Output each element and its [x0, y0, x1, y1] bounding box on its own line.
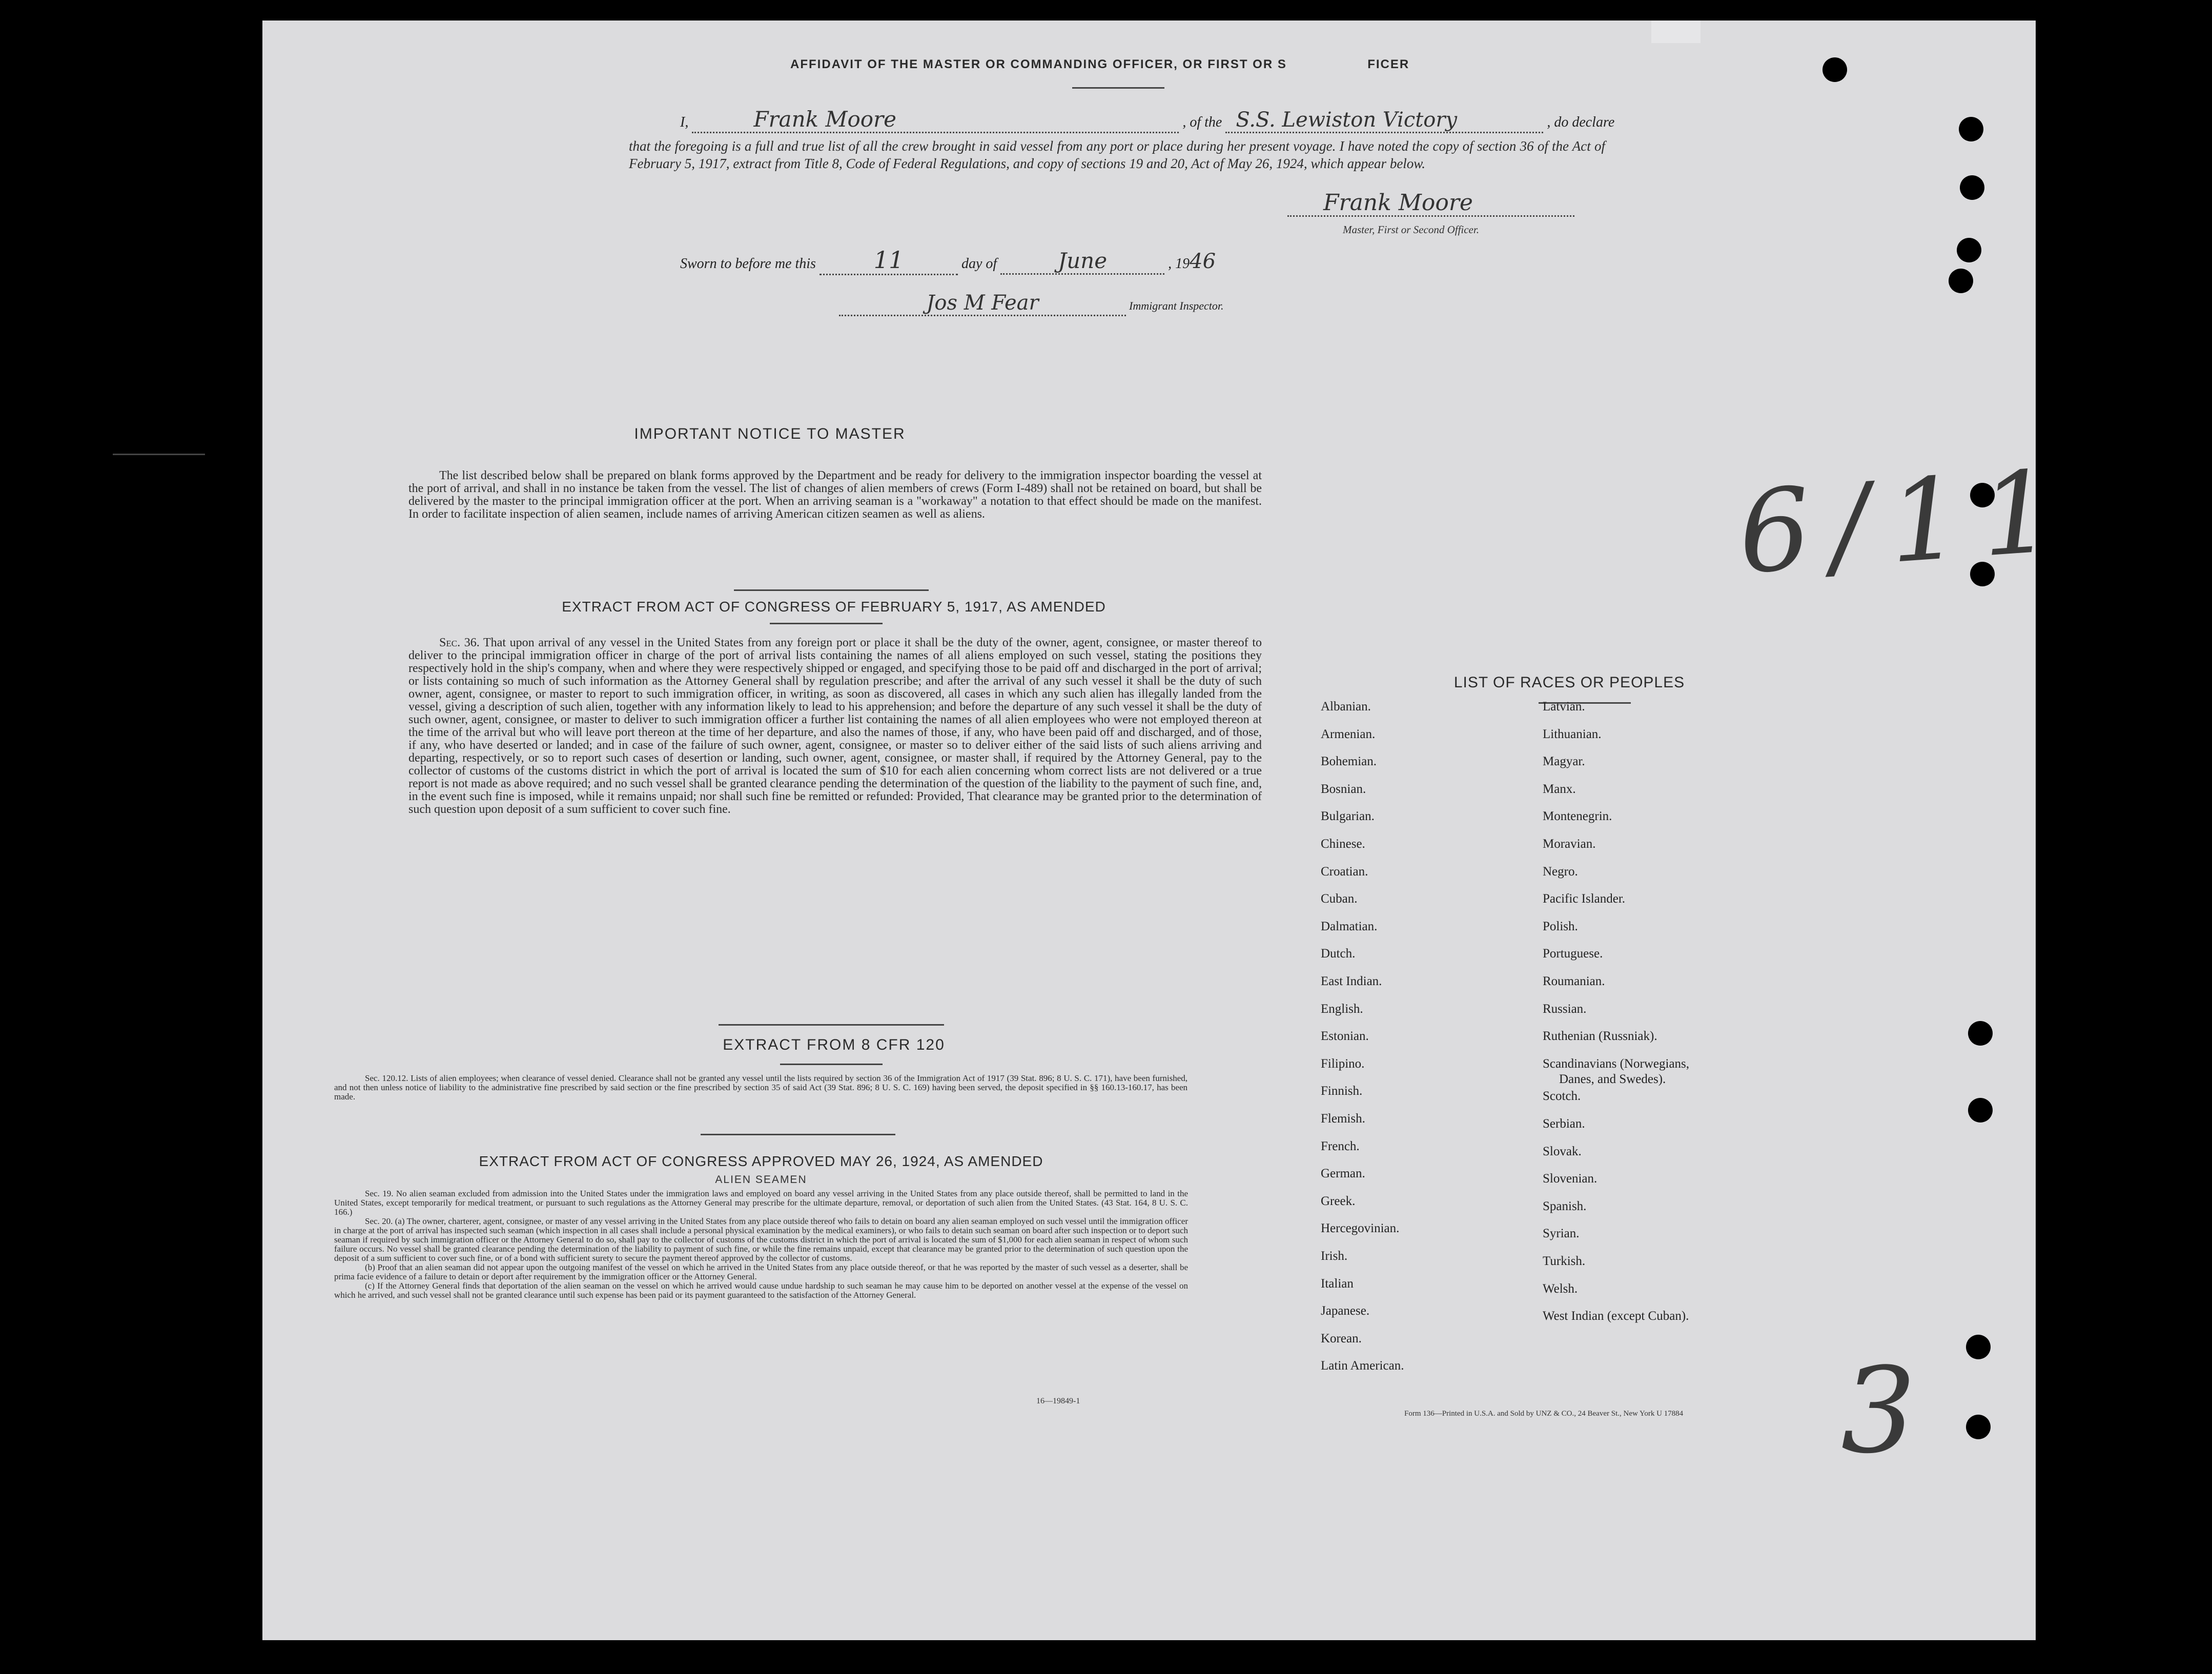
notice-rule [113, 454, 205, 455]
paper-tab [1651, 21, 1701, 43]
sec-20a-text: Sec. 20. (a) The owner, charterer, agent, consignee, or master of any vessel arriving in the United States from any place outside thereof who fails to detain on board any alien seaman employed on such vessel until the immigration officer in charge at the port of arrival has inspected such seaman (which inspection in all cases shall include a personal physical examination by the medical examiners), or who fails to detain such seaman on board after such inspection or to deport such seaman if required by such immigration officer or the Attorney General to do so, shall pay to the collector of customs of the customs district in which the port of arrival is located the sum of $1,000 for each alien seaman in respect of whom such failure occurs. No vessel shall be granted clearance pending the determination of the liability to payment of such fine, or while the fine remains unpaid, except that clearance may be granted prior to the determination of such question upon the deposit of a sum sufficient to cover such fine, or of a bond with sufficient surety to secure the payment thereof approved by the collector of customs. [334, 1216, 1188, 1263]
race-item: Syrian. [1543, 1227, 1580, 1241]
race-item: Irish. [1321, 1249, 1348, 1263]
notice-heading: IMPORTANT NOTICE TO MASTER [634, 425, 906, 442]
sec-20c-text: (c) If the Attorney General finds that deportation of the alien seaman on the vessel on which he arrived would cause undue hardship to such seaman he may cause him to be deported on another vessel at the expense of the vessel on which he arrived, and such vessel shall not be granted clearance until such expense has been paid or its payment guaranteed to the satisfaction of the Attorney General. [334, 1281, 1188, 1300]
race-item: Lithuanian. [1543, 727, 1602, 741]
race-item: Scotch. [1543, 1089, 1581, 1104]
extract-1917-heading: EXTRACT FROM ACT OF CONGRESS OF FEBRUARY 5, 1917, AS AMENDED [562, 599, 1106, 615]
race-item: Italian [1321, 1276, 1354, 1291]
inspector-line [839, 291, 1224, 316]
vessel-name-field [1225, 108, 1543, 133]
race-item: Russian. [1543, 1002, 1587, 1016]
sworn-day: 11 [873, 246, 904, 274]
race-item: Montenegrin. [1543, 809, 1612, 824]
sworn-prefix: Sworn to before me this [680, 256, 816, 272]
day-of-label: day of [961, 256, 997, 272]
race-item: Dalmatian. [1321, 919, 1378, 933]
sworn-day-field [820, 246, 958, 275]
race-item: Latin American. [1321, 1359, 1404, 1373]
race-item: Finnish. [1321, 1084, 1363, 1098]
race-item: Turkish. [1543, 1254, 1586, 1268]
extract-1924-body [334, 1189, 1188, 1300]
race-item: French. [1321, 1139, 1360, 1153]
extract-1917-end-rule [719, 1024, 944, 1026]
sworn-line [680, 246, 1603, 275]
declare-i: I, [680, 114, 689, 130]
extract-1924-heading: EXTRACT FROM ACT OF CONGRESS APPROVED MAY 26, 1924, AS AMENDED [479, 1153, 1043, 1169]
race-item: Negro. [1543, 864, 1578, 879]
race-item: Filipino. [1321, 1056, 1365, 1071]
affidavit-body: that the foregoing is a full and true list of all the crew brought in said vessel from any port or place during her present voyage. I have noted the copy of section 36 of the Act of February 5, 1917, extract from Title 8, Code of Federal Regulations, and copy of sections 19 and 20, Act of May 26, 1924, which appear below. [629, 138, 1605, 171]
extract-cfr-text: Sec. 120.12. Lists of alien employees; when clearance of vessel denied. Clearance shall not be granted any vessel until the lists required by section 36 of the Immigration Act of 1917 (39 Stat. 896; 8 U. S. C. 171), have been furnished, and not then unless notice of liability to the administrative fine prescribed by said section or the fine prescribed by section 35 of said Act (39 Stat. 896; 8 U. S. C. 169) having been served, the deposit specified in §§ 160.13-160.17, has been made. [334, 1073, 1187, 1101]
race-item: West Indian (except Cuban). [1543, 1309, 1689, 1323]
do-declare-label: , do declare [1547, 114, 1615, 130]
affidavit-title-tail: FICER [1367, 57, 1410, 71]
race-item: English. [1321, 1002, 1363, 1016]
inspector-signature: Jos M Fear [839, 291, 1126, 316]
race-item: German. [1321, 1167, 1365, 1181]
race-item: Dutch. [1321, 947, 1356, 961]
race-item: Pacific Islander. [1543, 892, 1626, 906]
year-suffix: 46 [1190, 250, 1216, 273]
race-item: Ruthenian (Russniak). [1543, 1029, 1657, 1044]
printer-imprint: Form 136—Printed in U.S.A. and Sold by UNZ & CO., 24 Beaver St., New York U 17884 [1404, 1410, 1684, 1418]
master-signature [1287, 190, 1574, 217]
race-item: Scandinavians (Norwegians, [1543, 1056, 1690, 1071]
punch-hole [1957, 238, 1981, 262]
race-item: Bosnian. [1321, 782, 1366, 796]
sworn-month-field [1000, 248, 1164, 275]
race-item: Manx. [1543, 782, 1576, 796]
punch-hole [1822, 57, 1847, 82]
race-item: Danes, and Swedes). [1559, 1072, 1666, 1086]
master-name-handwritten: Frank Moore [753, 107, 896, 132]
of-the-label: , of the [1182, 114, 1222, 130]
extract-1917-body [408, 637, 1262, 816]
master-name-field [692, 107, 1179, 133]
affidavit-title-text: AFFIDAVIT OF THE MASTER OR COMMANDING OFFICER, OR FIRST OR S [790, 57, 1287, 71]
extract-cfr-rule [780, 1064, 883, 1065]
race-item: Estonian. [1321, 1029, 1369, 1044]
sworn-month: June [1058, 248, 1108, 273]
race-item: Welsh. [1543, 1281, 1578, 1296]
race-item: Bulgarian. [1321, 809, 1375, 824]
race-item: Cuban. [1321, 892, 1358, 906]
race-item: Latvian. [1543, 700, 1585, 713]
signature-caption: Master, First or Second Officer. [1343, 223, 1479, 236]
master-signature-text: Frank Moore [1323, 190, 1473, 216]
extract-1917-rule [770, 623, 883, 624]
race-item: Moravian. [1543, 837, 1596, 851]
race-item: Armenian. [1321, 727, 1376, 741]
form-code: 16—19849-1 [1036, 1397, 1080, 1405]
race-item: East Indian. [1321, 974, 1382, 988]
punch-hole [1968, 1098, 1993, 1122]
declaration-line [680, 107, 1869, 133]
inspector-caption: Immigrant Inspector. [1129, 299, 1224, 312]
race-item: Hercegovinian. [1321, 1221, 1400, 1236]
punch-hole [1949, 269, 1973, 293]
race-item: Serbian. [1543, 1117, 1585, 1131]
race-item: Magyar. [1543, 754, 1585, 769]
extract-cfr-end-rule [701, 1134, 895, 1135]
race-item: Croatian. [1321, 864, 1368, 879]
handwritten-date-note: 6/11 [1734, 444, 2078, 599]
punch-hole [1966, 1335, 1991, 1359]
race-item: Roumanian. [1543, 974, 1605, 988]
vessel-name-handwritten: S.S. Lewiston Victory [1236, 108, 1458, 132]
sec-19-text: Sec. 19. No alien seaman excluded from admission into the United States under the immigration laws and employed on board any vessel arriving in the United States from any place outside thereof, shall be permitted to land in the United States, except temporarily for medical treatment, or pursuant to such regulations as the Attorney General may prescribe for the ultimate departure, removal, or deportation of such alien from the United States. (43 Stat. 164, 8 U. S. C. 166.) [334, 1189, 1188, 1217]
race-item: Japanese. [1321, 1304, 1370, 1318]
race-item: Slovenian. [1543, 1172, 1597, 1186]
race-item: Slovak. [1543, 1144, 1582, 1158]
race-item: Spanish. [1543, 1199, 1587, 1213]
document-page [262, 21, 2078, 1640]
sec-20b-text: (b) Proof that an alien seaman did not appear upon the outgoing manifest of the vessel on which he arrived in the United States from any place outside thereof, or that he was reported by the master of such vessel as a deserter, shall be prima facie evidence of a failure to detain or deport after requirement by the immigration officer or the Attorney General. [334, 1262, 1188, 1281]
punch-hole [1960, 175, 1984, 200]
race-item: Albanian. [1321, 700, 1371, 713]
extract-cfr-heading: EXTRACT FROM 8 CFR 120 [723, 1036, 945, 1053]
punch-hole [1966, 1415, 1991, 1439]
title-rule [1072, 87, 1164, 89]
punch-hole [1968, 1021, 1993, 1046]
extract-1917-sec: Sec. 36. [439, 636, 480, 649]
race-item: Portuguese. [1543, 947, 1603, 961]
race-item: Flemish. [1321, 1112, 1365, 1126]
race-item: Bohemian. [1321, 754, 1377, 769]
handwritten-page-number: 3 [1841, 1343, 1916, 1480]
affidavit-title [790, 57, 1713, 72]
race-item: Chinese. [1321, 837, 1365, 851]
extract-1917-text: That upon arrival of any vessel in the United States from any foreign port or place it shall be the duty of the owner, agent, consignee, or master thereof to deliver to the principal immigration officer in charge of the port of arrival lists containing the names of all aliens employed on such vessel, stating the positions they respectively hold in the ship's company, when and where they were respectively shipped or engaged, and specifying those to be paid off and discharged in the port of arrival; or lists containing so much of such information as the Attorney General shall by regulation prescribe; and after the arrival of any such vessel it shall be the duty of such owner, agent, consignee, or master to report to such immigration officer, in writing, as soon as discovered, all cases in which any such alien has illegally landed from the vessel, giving a description of such alien, together with any information likely to lead to his apprehension; and before the departure of any such vessel it shall be the duty of such owner, agent, consignee, or master to deliver to such immigration officer a further list containing the names of all alien employees who were not employed thereon at the time of the arrival but who will leave port thereon at the time of her departure, and also the names of those, if any, who have been paid off and discharged, and of those, if any, who have deserted or landed; and in case of the failure of such owner, agent, consignee, or master so to deliver either of the said lists of such aliens arriving and departing, respectively, or so to report such cases of desertion or landing, such owner, agent, consignee, or master shall, if required by the Attorney General, pay to the collector of customs of the customs district in which the port of arrival is located the sum of $10 for each alien concerning whom correct lists are not delivered or a true report is not made as above required; and no such vessel shall be granted clearance pending the determination of the question of the liability to the payment of such fine, and, in the event such fine is imposed, while it remains unpaid; nor shall such fine be remitted or refunded: Provided, That clearance may be granted prior to the determination of such question upon deposit of a sum sufficient to cover such fine. [408, 636, 1262, 816]
race-item: Greek. [1321, 1194, 1356, 1208]
year-prefix: , 19 [1168, 256, 1190, 272]
race-item: Polish. [1543, 919, 1578, 933]
notice-end-rule [734, 589, 929, 591]
races-heading: LIST OF RACES OR PEOPLES [1453, 674, 1685, 691]
extract-1924-subheading: ALIEN SEAMEN [715, 1174, 807, 1186]
notice-text: The list described below shall be prepared on blank forms approved by the Department and be ready for delivery to the immigration inspector boarding the vessel at the port of arrival, and shall in no instance be taken from the vessel. The list of changes of alien members of crews (Form I-489) shall not be retained on board, but shall be delivered by the master to the principal immigration officer at the port. When an arriving seaman is a "workaway" a notation to that effect should be made on the manifest. In order to facilitate inspection of alien seamen, include names of arriving American citizen seamen as well as aliens. [408, 469, 1262, 521]
race-item: Korean. [1321, 1331, 1362, 1345]
punch-hole [1959, 117, 1983, 141]
